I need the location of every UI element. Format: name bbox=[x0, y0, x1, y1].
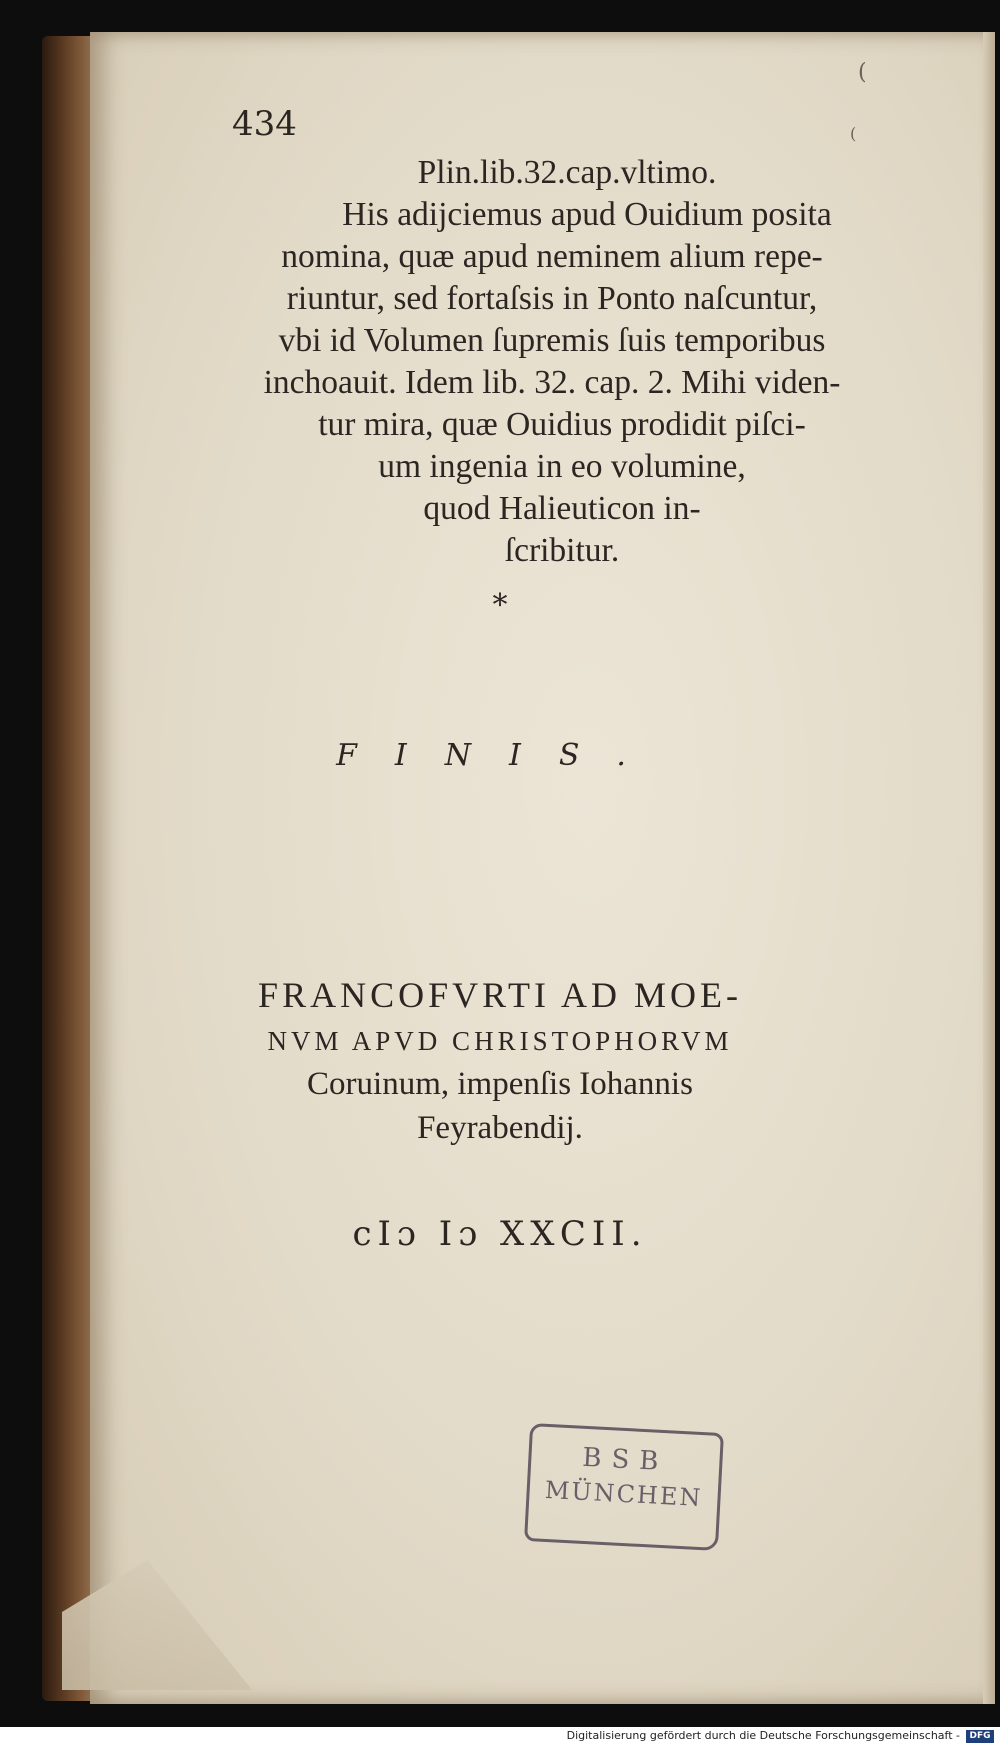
finis-heading: FINIS. bbox=[336, 738, 664, 773]
text-line: His adijciemus apud Ouidium posita bbox=[342, 196, 832, 233]
text-line: riuntur, sed fortaſsis in Ponto naſcuntur, bbox=[286, 280, 818, 317]
text-line: um ingenia in eo volumine, bbox=[378, 448, 746, 485]
text-line: tur mira, quæ Ouidius prodidit piſci- bbox=[318, 406, 806, 443]
text-line: Plin.lib.32.cap.vltimo. bbox=[417, 154, 717, 191]
imprint-line: Feyrabendij. bbox=[417, 1110, 583, 1146]
library-stamp bbox=[524, 1423, 724, 1551]
text-line: nomina, quæ apud neminem alium repe- bbox=[281, 238, 823, 275]
margin-mark: ( bbox=[858, 60, 867, 85]
imprint-line: NVM APVD CHRISTOPHORVM bbox=[267, 1026, 733, 1056]
text-line: vbi id Volumen ſupremis ſuis temporibus bbox=[278, 322, 826, 359]
stamp-text: BSB bbox=[581, 1442, 670, 1478]
dfg-logo-icon[interactable]: DFG bbox=[966, 1730, 994, 1743]
text-line: quod Halieuticon in- bbox=[423, 490, 701, 527]
body-text bbox=[222, 152, 882, 572]
page-number: 434 bbox=[232, 104, 297, 144]
stamp-text: MÜNCHEN bbox=[544, 1475, 704, 1513]
footer-credit: Digitalisierung gefördert durch die Deutsche Forschungsgemeinschaft - bbox=[566, 1729, 960, 1742]
imprint-line: Coruinum, impenſis Iohannis bbox=[307, 1066, 693, 1102]
asterisk-ornament: * bbox=[492, 588, 508, 623]
footer-bar bbox=[0, 1727, 1000, 1747]
publication-year: cIɔ Iɔ XXCII. bbox=[352, 1214, 648, 1254]
text-line: ſcribitur. bbox=[504, 532, 620, 569]
text-line: inchoauit. Idem lib. 32. cap. 2. Mihi viden- bbox=[263, 364, 841, 401]
imprint-block bbox=[0, 970, 1000, 1150]
imprint-line: FRANCOFVRTI AD MOE- bbox=[258, 975, 742, 1015]
page-edge bbox=[983, 32, 995, 1704]
margin-mark: ( bbox=[850, 124, 857, 143]
